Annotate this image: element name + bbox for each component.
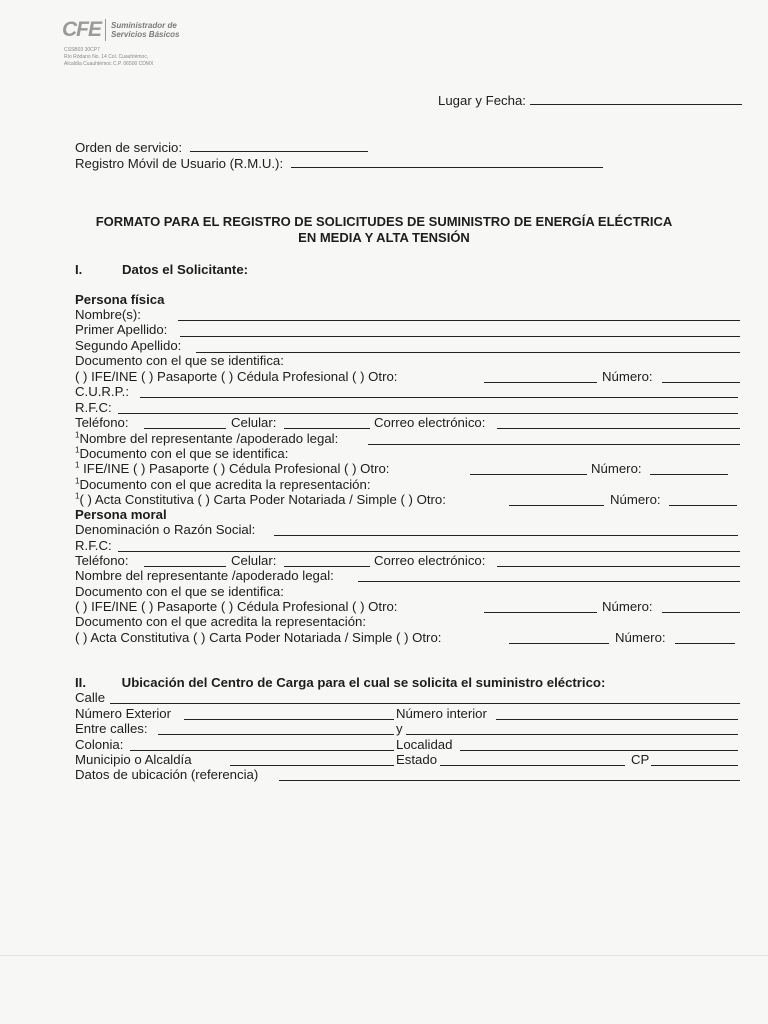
rmu-label: Registro Móvil de Usuario (R.M.U.):	[75, 156, 284, 171]
cp-label: CP	[631, 752, 650, 767]
otro-moral-field[interactable]	[484, 612, 597, 613]
address-line: CSSB03 30CP7	[64, 47, 100, 53]
acredita-row	[75, 477, 371, 493]
footnote-mark: 1	[75, 460, 80, 470]
celular-field[interactable]	[284, 428, 370, 429]
razon-social-field[interactable]	[274, 535, 738, 536]
rfc-label: R.F.C:	[75, 400, 112, 415]
acta-options-row	[75, 492, 446, 508]
acta-options[interactable]: ( ) Acta Constitutiva ( ) Carta Poder Notariada / Simple ( ) Otro:	[79, 492, 446, 507]
nombres-label: Nombre(s):	[75, 307, 141, 322]
form-title-line1: FORMATO PARA EL REGISTRO DE SOLICITUDES DE SUMINISTRO DE ENERGÍA ELÉCTRICA	[95, 214, 673, 229]
footnote-mark: 1	[75, 445, 80, 455]
otro-acta-field[interactable]	[509, 505, 604, 506]
calle-field[interactable]	[110, 703, 740, 704]
numero-label: Número:	[602, 369, 653, 384]
segundo-apellido-label: Segundo Apellido:	[75, 338, 182, 353]
numero-acta-moral-field[interactable]	[675, 643, 735, 644]
numero-field[interactable]	[662, 382, 740, 383]
logo-mark: CFE	[62, 18, 101, 41]
logo-text	[111, 21, 179, 39]
id-options-moral-row	[75, 599, 397, 615]
doc-rep-label: Documento con el que se identifica:	[79, 446, 289, 461]
footnote-mark: 1	[75, 430, 80, 440]
section2-heading	[75, 675, 605, 691]
curp-field[interactable]	[140, 397, 738, 398]
acta-options-moral[interactable]: ( ) Acta Constitutiva ( ) Carta Poder Notariada / Simple ( ) Otro:	[75, 630, 442, 645]
lugar-fecha-row	[438, 92, 742, 109]
orden-label: Orden de servicio:	[75, 140, 183, 155]
numero-rep-label: Número:	[591, 461, 642, 476]
celular-label: Celular:	[231, 415, 277, 430]
representante-moral-field[interactable]	[358, 581, 740, 582]
telefono-moral-label: Teléfono:	[75, 553, 129, 568]
colonia-label: Colonia:	[75, 737, 124, 752]
address-line: Alcaldía Cuauhtémoc C.P. 06500 CDMX	[64, 61, 154, 67]
orden-row	[75, 139, 368, 156]
form-title-line2: EN MEDIA Y ALTA TENSIÓN	[298, 230, 470, 245]
num-ext-label: Número Exterior	[75, 706, 172, 721]
representante-row	[75, 431, 338, 447]
section2-number: II.	[75, 675, 86, 690]
numero-acta-field[interactable]	[669, 505, 737, 506]
representante-label: Nombre del representante /apoderado legal:	[79, 431, 339, 446]
id-options-moral[interactable]: ( ) IFE/INE ( ) Pasaporte ( ) Cédula Profesional ( ) Otro:	[75, 599, 398, 614]
doc-identifica-label: Documento con el que se identifica:	[75, 353, 284, 368]
otro-field[interactable]	[484, 382, 597, 383]
persona-fisica-heading: Persona física	[75, 292, 165, 307]
otro-rep-field[interactable]	[470, 474, 587, 475]
logo-divider	[105, 19, 106, 41]
nombres-field[interactable]	[178, 320, 740, 321]
entre-calles-field-1[interactable]	[158, 734, 394, 735]
entre-calles-field-2[interactable]	[406, 734, 738, 735]
address-line: Río Ródano No. 14 Col. Cuauhtémoc,	[64, 54, 149, 60]
localidad-field[interactable]	[460, 750, 738, 751]
primer-apellido-field[interactable]	[180, 336, 740, 337]
footnote-mark: 1	[75, 491, 80, 501]
num-int-label: Número interior	[396, 706, 487, 721]
representante-moral-label: Nombre del representante /apoderado legal:	[75, 568, 334, 583]
section1-title: Datos el Solicitante:	[122, 262, 249, 277]
localidad-label: Localidad	[396, 737, 453, 752]
numero-moral-label: Número:	[602, 599, 653, 614]
colonia-field[interactable]	[130, 750, 394, 751]
numero-acta-label: Número:	[610, 492, 661, 507]
section1-heading	[75, 262, 248, 278]
entre-y-label: y	[396, 721, 403, 736]
telefono-moral-field[interactable]	[144, 566, 226, 567]
rmu-field[interactable]	[291, 155, 603, 168]
rfc-field[interactable]	[118, 413, 738, 414]
doc-moral-label: Documento con el que se identifica:	[75, 584, 284, 599]
rfc-moral-field[interactable]	[118, 551, 740, 552]
cp-field[interactable]	[651, 765, 738, 766]
cfe-logo	[62, 18, 179, 42]
acredita-moral-label: Documento con el que acredita la representación:	[75, 614, 367, 629]
numero-acta-moral-label: Número:	[615, 630, 666, 645]
acta-options-moral-row	[75, 630, 441, 646]
persona-moral-heading: Persona moral	[75, 507, 167, 522]
curp-label: C.U.R.P.:	[75, 384, 129, 399]
representante-field[interactable]	[368, 444, 740, 445]
municipio-label: Municipio o Alcaldía	[75, 752, 192, 767]
municipio-field[interactable]	[230, 765, 394, 766]
page-edge	[0, 955, 768, 956]
razon-social-label: Denominación o Razón Social:	[75, 522, 256, 537]
id-options-rep[interactable]: IFE/INE ( ) Pasaporte ( ) Cédula Profesional ( ) Otro:	[79, 461, 390, 476]
calle-label: Calle	[75, 690, 106, 705]
address-block	[64, 47, 153, 68]
acredita-label: Documento con el que acredita la representación:	[79, 477, 371, 492]
estado-field[interactable]	[440, 765, 625, 766]
num-int-field[interactable]	[496, 719, 738, 720]
correo-field[interactable]	[497, 428, 740, 429]
logo-line1: Suministrador de	[111, 21, 177, 30]
id-options[interactable]: ( ) IFE/INE ( ) Pasaporte ( ) Cédula Profesional ( ) Otro:	[75, 369, 398, 384]
correo-moral-field[interactable]	[497, 566, 740, 567]
datos-ubicacion-label: Datos de ubicación (referencia)	[75, 767, 259, 782]
correo-label: Correo electrónico:	[374, 415, 486, 430]
id-options-rep-row	[75, 461, 389, 477]
lugar-fecha-field[interactable]	[530, 92, 742, 105]
orden-field[interactable]	[190, 139, 368, 152]
celular-moral-label: Celular:	[231, 553, 277, 568]
rmu-row	[75, 155, 603, 172]
doc-rep-row	[75, 446, 288, 462]
id-options-row	[75, 369, 397, 385]
correo-moral-label: Correo electrónico:	[374, 553, 486, 568]
numero-moral-field[interactable]	[662, 612, 740, 613]
celular-moral-field[interactable]	[284, 566, 370, 567]
footnote-mark: 1	[75, 476, 80, 486]
primer-apellido-label: Primer Apellido:	[75, 322, 168, 337]
rfc-moral-label: R.F.C:	[75, 538, 112, 553]
numero-rep-field[interactable]	[650, 474, 728, 475]
datos-ubicacion-field[interactable]	[279, 780, 740, 781]
entre-calles-label: Entre calles:	[75, 721, 148, 736]
lugar-fecha-label: Lugar y Fecha:	[438, 93, 526, 108]
otro-acta-moral-field[interactable]	[509, 643, 609, 644]
estado-label: Estado	[396, 752, 438, 767]
section1-number: I.	[75, 262, 83, 277]
logo-line2: Servicios Básicos	[111, 30, 180, 39]
num-ext-field[interactable]	[184, 719, 394, 720]
section2-title: Ubicación del Centro de Carga para el cual se solicita el suministro eléctrico:	[121, 675, 606, 690]
telefono-label: Teléfono:	[75, 415, 129, 430]
telefono-field[interactable]	[144, 428, 226, 429]
